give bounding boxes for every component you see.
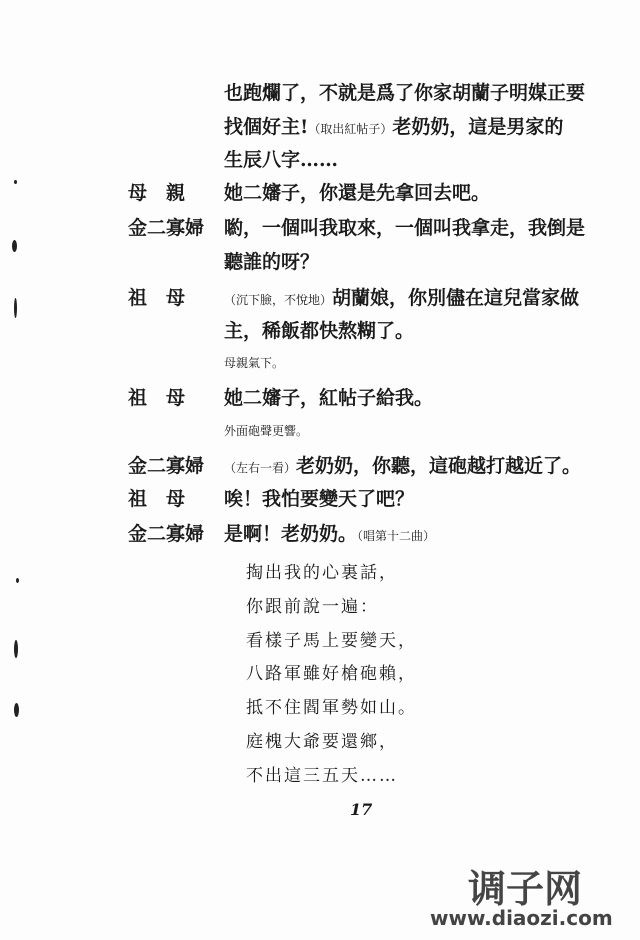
scan-speck: [14, 640, 18, 658]
scan-speck: [16, 578, 19, 583]
scan-speck: [12, 240, 17, 252]
dialogue-line: 主，稀飯都快熬糊了。: [224, 320, 415, 342]
watermark-url: www.diaozi.com: [430, 906, 613, 930]
speaker-name: 祖 母: [128, 287, 186, 309]
verse-line: 看樣子馬上要變天，: [246, 631, 417, 651]
verse-line: 抵不住閻軍勢如山。: [246, 698, 417, 718]
verse-line: 八路軍雖好槍砲賴，: [246, 664, 417, 684]
dialogue-line: （沉下臉，不悅地）胡蘭娘，你別儘在這兒當家做: [224, 287, 580, 309]
dialogue-line: （左右一看）老奶奶，你聽，這砲越打越近了。: [224, 455, 582, 477]
scan-speck: [14, 180, 17, 184]
scan-speck: [14, 298, 17, 318]
dialogue-line: 喲，一個叫我取來，一個叫我拿走，我倒是: [224, 217, 586, 239]
watermark-logo: 调子网: [468, 867, 583, 911]
dialogue-line: 聽誰的呀？: [224, 251, 320, 273]
dialogue-line: 生辰八字……: [224, 149, 339, 171]
dialogue-line: 唉！我怕要變天了吧？: [224, 488, 415, 510]
speaker-name: 祖 母: [128, 387, 186, 409]
verse-line: 掏出我的心裏話，: [246, 563, 398, 583]
page-number: 17: [350, 800, 373, 819]
dialogue-line: 也跑爛了，不就是爲了你家胡蘭子明媒正要: [224, 82, 586, 104]
scan-speck: [14, 703, 19, 717]
speaker-name: 金二寡婦: [128, 523, 205, 545]
stage-direction: 外面砲聲更響。: [224, 424, 309, 438]
speaker-name: 祖 母: [128, 488, 186, 510]
verse-line: 庭槐大爺要還鄉，: [246, 732, 398, 752]
dialogue-line: 是啊！老奶奶。（唱第十二曲）: [224, 523, 436, 545]
dialogue-line: 找個好主!（取出紅帖子）老奶奶，這是男家的: [224, 116, 564, 138]
verse-line: 不出這三五天……: [246, 766, 398, 786]
dialogue-line: 她二嬸子，紅帖子給我。: [224, 387, 434, 409]
dialogue-line: 她二嬸子，你還是先拿回去吧。: [224, 182, 491, 204]
speaker-name: 金二寡婦: [128, 455, 205, 477]
stage-direction: （取出紅帖子）: [308, 122, 393, 136]
speaker-name: 金二寡婦: [128, 217, 205, 239]
stage-direction: 母親氣下。: [224, 356, 285, 370]
verse-line: 你跟前說一遍：: [246, 597, 379, 617]
speaker-name: 母 親: [128, 182, 186, 204]
